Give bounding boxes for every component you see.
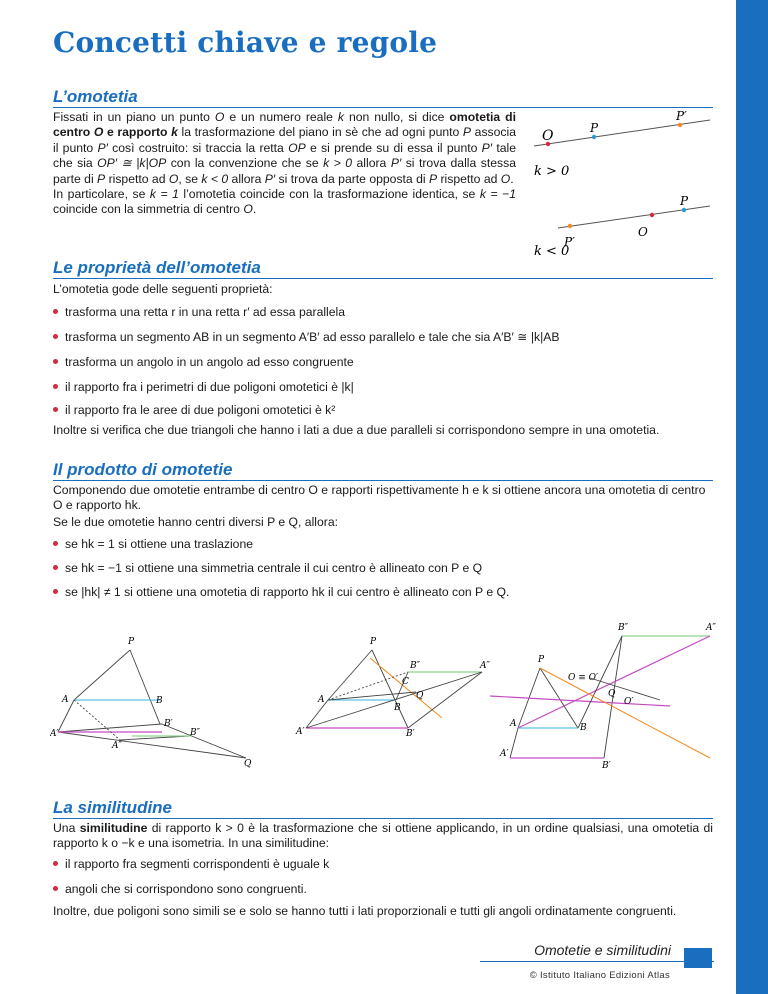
list-item: il rapporto fra segmenti corrispondenti è uguale k [53, 857, 329, 872]
label-O2: O [638, 225, 648, 239]
bullet-icon [53, 541, 58, 546]
footer-blue-box [684, 948, 712, 968]
svg-text:A″: A″ [480, 661, 490, 671]
section-heading-proprieta: Le proprietà dell’omotetia [53, 258, 261, 277]
page-title: Concetti chiave e regole [53, 26, 438, 59]
section-underline [53, 818, 713, 819]
svg-text:O′: O′ [624, 697, 634, 707]
svg-text:A′: A′ [50, 729, 59, 739]
footer-underline [480, 961, 714, 962]
label-P: P [590, 121, 599, 135]
svg-text:B: B [156, 696, 163, 706]
point-P-prime [678, 123, 682, 127]
proprieta-outro: Inoltre si verifica che due triangoli che hanno i lati a due a due paralleli si corrispondono sempre in una omotetia. [53, 423, 660, 437]
figure-3 [490, 623, 716, 771]
bullet-icon [53, 407, 58, 412]
line-k-pos [534, 120, 710, 146]
bullet-icon [53, 384, 58, 389]
svg-text:A: A [510, 719, 517, 729]
label-k-neg: k < 0 [534, 244, 570, 259]
blue-side-bar [736, 0, 768, 994]
section-heading-omotetia: L’omotetia [53, 87, 138, 106]
bullet-icon [53, 886, 58, 891]
section-heading-prodotto: Il prodotto di omotetie [53, 460, 233, 479]
prodotto-p1: Componendo due omotetie entrambe di centro O e rapporti rispettivamente h e k si ottiene ancora una omotetia di centro O e rapporto hk. [53, 483, 706, 513]
list-item: il rapporto fra i perimetri di due poligoni omotetici è |k| [53, 380, 354, 395]
bullet-icon [53, 309, 58, 314]
omotetia-figure [528, 108, 718, 260]
similitudine-definition: Una similitudine di rapporto k > 0 è la trasformazione che si ottiene applicando, in un ordine qualsiasi, una omotetia di rapporto k o −k e una isometria. In una similitudine: [53, 821, 713, 851]
omotetia-definition: Fissati in un piano un punto O e un numero reale k non nullo, si dice omotetia di centro O e rapporto k la trasformazione del piano in sè che ad ogni punto P associa il punto P′ così costruito: si traccia la retta OP e si prende su di essa il punto P′ tale che sia OP′ ≅ |k|OP con la convenzione che se k > 0 allora P′ si trova dalla stessa parte di P rispetto ad O, se k < 0 allora P′ si trova da parte opposta di P rispetto ad O. In particolare, se k = 1 l’omotetia coincide con la trasformazione identica, se k = −1 coincide con la simmetria di centro O. [53, 110, 517, 217]
figure-2 [295, 637, 490, 739]
svg-text:A′: A′ [500, 749, 509, 759]
list-item: trasforma una retta r in una retta r′ ad essa parallela [53, 305, 345, 320]
svg-text:B′: B′ [602, 761, 611, 771]
svg-text:Q: Q [416, 691, 424, 701]
svg-text:A″: A″ [706, 623, 716, 633]
list-item: trasforma un segmento AB in un segmento A′B′ ad esso parallelo e tale che sia A′B′ ≅ |k|AB [53, 330, 560, 345]
bullet-icon [53, 589, 58, 594]
svg-text:B: B [394, 703, 401, 713]
svg-text:B′: B′ [406, 729, 415, 739]
svg-text:B: B [580, 723, 587, 733]
bullet-icon [53, 359, 58, 364]
section-underline [53, 480, 713, 481]
list-item: se hk = −1 si ottiene una simmetria centrale il cui centro è allineato con P e Q [53, 561, 482, 576]
label-k-pos: k > 0 [534, 164, 570, 179]
svg-text:A″: A″ [112, 741, 122, 751]
point-O2 [650, 213, 654, 217]
label-P2-prime: P′ [564, 235, 575, 249]
line-k-neg [558, 206, 710, 228]
point-P [592, 135, 596, 139]
list-item: il rapporto fra le aree di due poligoni omotetici è k² [53, 403, 335, 418]
point-P2 [682, 208, 686, 212]
label-P-prime: P′ [676, 109, 687, 123]
list-item: trasforma un angolo in un angolo ad esso congruente [53, 355, 354, 370]
svg-text:P: P [128, 637, 135, 647]
label-P2: P [680, 194, 689, 208]
svg-text:Q: Q [244, 759, 252, 769]
label-O: O [542, 128, 554, 144]
bullet-icon [53, 861, 58, 866]
section-underline [53, 278, 713, 279]
svg-text:O ≡ O′: O ≡ O′ [568, 673, 599, 683]
svg-text:Q: Q [608, 689, 616, 699]
svg-text:B″: B″ [190, 728, 200, 738]
similitudine-outro: Inoltre, due poligoni sono simili se e solo se hanno tutti i lati proporzionali e tutti gli angoli ordinatamente congruenti. [53, 904, 677, 918]
figure-1 [50, 637, 252, 769]
footer-title: Omotetie e similitudini [534, 942, 671, 958]
section-heading-similitudine: La similitudine [53, 798, 173, 817]
prodotto-p2: Se le due omotetie hanno centri diversi P e Q, allora: [53, 515, 338, 529]
point-P2-prime [568, 224, 572, 228]
footer-copyright: © Istituto Italiano Edizioni Atlas [529, 970, 670, 981]
svg-text:P: P [370, 637, 377, 647]
svg-text:B″: B″ [618, 623, 628, 633]
list-item: angoli che si corrispondono sono congruenti. [53, 882, 307, 897]
bullet-icon [53, 565, 58, 570]
svg-text:B″: B″ [410, 661, 420, 671]
list-item: se |hk| ≠ 1 si ottiene una omotetia di rapporto hk il cui centro è allineato con P e Q. [53, 585, 509, 600]
svg-text:A: A [318, 695, 325, 705]
svg-text:C: C [402, 677, 409, 687]
prodotto-figures [50, 618, 718, 778]
proprieta-intro: L’omotetia gode delle seguenti proprietà: [53, 282, 273, 296]
svg-text:P: P [538, 655, 545, 665]
svg-text:B′: B′ [164, 719, 173, 729]
list-item: se hk = 1 si ottiene una traslazione [53, 537, 253, 552]
svg-text:A′: A′ [296, 727, 305, 737]
svg-text:A: A [62, 695, 69, 705]
bullet-icon [53, 334, 58, 339]
